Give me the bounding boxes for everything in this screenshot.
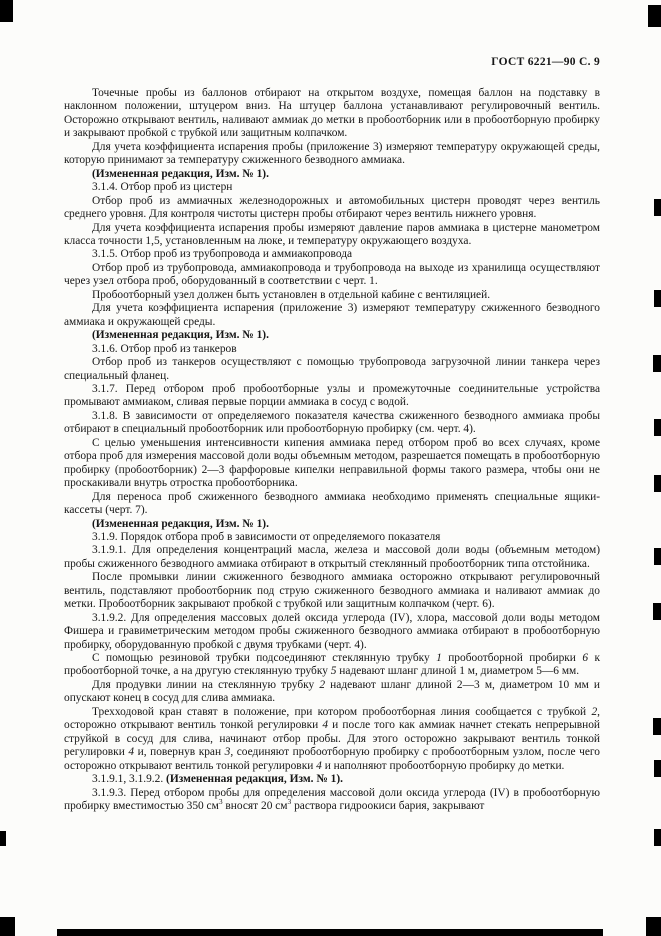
text-run: 3.1.5. Отбор проб из трубопровода и аммиакопровода bbox=[92, 248, 353, 261]
scan-artifact bbox=[0, 917, 15, 936]
paragraph bbox=[64, 410, 600, 437]
paragraph bbox=[64, 329, 600, 342]
text-run: 4 bbox=[322, 719, 329, 732]
paragraph bbox=[64, 544, 600, 571]
text-run: раствора гидроокиси бария, закрывают bbox=[291, 800, 485, 813]
text-run: пробоотборной пробирки bbox=[441, 652, 583, 665]
text-run: и после того как аммиак начнет стекать непрерывной струйкой в сосуд для слива, начинают отбор пробы. Для этого осторожно закрывают вентиль тонкой регулировки bbox=[64, 719, 601, 759]
scan-artifact bbox=[654, 475, 661, 492]
text-run: После промывки линии сжиженного безводного аммиака осторожно открывают регулировочный вентиль, подставляют пробоотборник под струю сжиженного безводного аммиака и наливают аммиак до метки. Пробоотборник закрывают пробкой с трубкой или защитным колпачком (черт. 6). bbox=[64, 571, 600, 611]
text-run: 3.1.8. В зависимости от определяемого показателя качества сжиженного безводного аммиака пробы отбирают в специальный пробоотборник или пробоотборную пробирку (см. черт. 4). bbox=[64, 409, 600, 436]
text-run: , осторожно открывают вентиль тонкой регулировки bbox=[64, 705, 600, 732]
text-run: 3.1.7. Перед отбором проб пробоотборные узлы и промежуточные соединительные устройства промывают аммиаком, сливая первые порции аммиака в сосуд с водой. bbox=[64, 382, 600, 409]
text-run: 6 bbox=[582, 652, 589, 665]
text-run: Для переноса проб сжиженного безводного аммиака необходимо применять специальные ящики-кассеты (черт. 7). bbox=[64, 490, 600, 517]
scan-artifact bbox=[653, 603, 661, 620]
scan-artifact bbox=[654, 290, 661, 307]
text-run: Для продувки линии на стеклянную трубку bbox=[92, 678, 320, 691]
paragraph bbox=[64, 343, 600, 356]
paragraph bbox=[64, 706, 600, 773]
text-run: 3.1.9.1, 3.1.9.2. bbox=[92, 773, 167, 786]
text-run: и наполняют пробоотборную пробирку до метки. bbox=[321, 759, 565, 772]
paragraph bbox=[64, 302, 600, 329]
text-run: Отбор проб из аммиачных железнодорожных и автомобильных цистерн проводят через вентиль среднего уровня. Для контроля чистоты цистерн пробы отбирают через вентиль нижнего уровня. bbox=[64, 194, 600, 221]
text-run: надевают шланг длиной 2—3 м, диаметром 10 мм и опускают конец в сосуд для слива аммиака. bbox=[64, 678, 600, 705]
text-run: С помощью резиновой трубки подсоединяют стеклянную трубку bbox=[92, 652, 437, 665]
text-run: , соединяют пробоотборную пробирку с пробоотборным узлом, после чего осторожно открывают вентиль тонкой регулировки bbox=[64, 746, 600, 772]
scan-artifact bbox=[0, 0, 13, 22]
paragraph bbox=[64, 195, 600, 222]
text-run: 3 bbox=[224, 746, 231, 759]
text-run: 3.1.9.2. Для определения массовых долей оксида углерода (IV), хлора, массовой доли воды методом Фишера и гравиметрическим методом пробы сжиженного безводного аммиака отбирают в пробоотборную пробирку, оборудованную пробкой с двумя трубками (черт. 4). bbox=[64, 611, 600, 651]
paragraph bbox=[64, 262, 600, 289]
text-run: 3 bbox=[218, 797, 223, 807]
paragraph bbox=[64, 248, 600, 261]
document-body bbox=[64, 87, 600, 813]
scan-artifact bbox=[0, 831, 6, 846]
paragraph bbox=[64, 168, 600, 181]
scan-artifact bbox=[654, 829, 661, 846]
text-run: Точечные пробы из баллонов отбирают на открытом воздухе, помещая баллон на подставку в наклонном положении, штуцером вниз. На штуцер баллона устанавливают регулировочный вентиль. Осторожно открывают вентиль, наливают аммиак до метки в пробоотборник или в пробоотборную пробирку и закрывают пробкой с трубкой или защитным колпачком. bbox=[64, 87, 600, 140]
paragraph bbox=[64, 571, 600, 611]
text-run: 3 bbox=[287, 797, 292, 807]
paragraph bbox=[64, 289, 600, 302]
page-header: ГОСТ 6221—90 С. 9 bbox=[491, 56, 600, 68]
paragraph bbox=[64, 222, 600, 249]
scan-artifact bbox=[57, 929, 603, 936]
paragraph bbox=[64, 679, 600, 706]
scan-artifact bbox=[654, 548, 661, 565]
text-run: Для учета коэффициента испарения (приложение 3) измеряют температуру сжиженного безводного аммиака и окружающей среды. bbox=[64, 302, 600, 328]
scan-artifact bbox=[654, 419, 661, 436]
text-run: Для учета коэффициента испарения пробы (приложение 3) измеряют температуру окружающей среды, которую принимают за температуру сжиженного безводного аммиака. bbox=[64, 140, 600, 167]
text-run: (Измененная редакция, Изм. № 1). bbox=[92, 517, 269, 530]
text-run: 3.1.9. Порядок отбора проб в зависимости от определяемого показателя bbox=[92, 530, 441, 543]
text-run: Отбор проб из трубопровода, аммиакопровода и трубопровода на выходе из хранилища осуществляют через узел отбора проб, оборудованный в соответствии с черт. 1. bbox=[64, 261, 600, 288]
text-run: и, повернув кран bbox=[134, 746, 225, 759]
text-run: (Измененная редакция, Изм. № 1). bbox=[166, 773, 343, 786]
paragraph bbox=[64, 787, 600, 814]
paragraph bbox=[64, 491, 600, 518]
text-run: 2 bbox=[319, 678, 326, 691]
text-run: 4 bbox=[128, 746, 135, 759]
scan-artifact bbox=[648, 5, 661, 27]
text-run: 4 bbox=[316, 759, 322, 772]
scan-artifact bbox=[653, 355, 661, 372]
paragraph bbox=[64, 773, 600, 786]
text-run: 2 bbox=[591, 705, 598, 718]
paragraph bbox=[64, 87, 600, 141]
text-run: Трехходовой кран ставят в положение, при котором пробоотборная линия сообщается с трубкой bbox=[92, 705, 592, 718]
text-run: Отбор проб из танкеров осуществляют с помощью трубопровода загрузочной линии танкера через специальный фланец. bbox=[64, 356, 600, 382]
paragraph bbox=[64, 383, 600, 410]
paragraph bbox=[64, 652, 600, 679]
paragraph bbox=[64, 531, 600, 544]
text-run: 5 bbox=[330, 665, 337, 678]
text-run: Для учета коэффициента испарения пробы измеряют давление паров аммиака в цистерне манометром класса точности 1,5, установленным на люке, и температуру окружающего воздуха. bbox=[64, 221, 600, 247]
scan-artifact bbox=[654, 760, 661, 777]
text-run: надевают шланг длиной 1 м, диаметром 5—6 мм. bbox=[336, 665, 580, 678]
scan-artifact bbox=[646, 917, 661, 936]
paragraph bbox=[64, 181, 600, 194]
text-run: вносят 20 см bbox=[222, 800, 288, 813]
paragraph bbox=[64, 437, 600, 491]
text-run: 3.1.9.3. Перед отбором пробы для определения массовой доли оксида углерода (IV) в пробоотборную пробирку вместимостью 350 см bbox=[64, 786, 600, 813]
scan-artifact bbox=[654, 199, 661, 216]
paragraph bbox=[64, 518, 600, 531]
text-run: (Измененная редакция, Изм. № 1). bbox=[92, 167, 269, 180]
text-run: Пробоотборный узел должен быть установлен в отдельной кабине с вентиляцией. bbox=[92, 288, 491, 301]
text-run: С целью уменьшения интенсивности кипения аммиака перед отбором проб во всех случаях, кроме отбора проб для измерения массовой доли воды объемным методом, разрешается помещать в пробоотборную пробирку (пробоотборник) 2—3 фарфоровые кипелки неправильной формы такого размера, чтобы они не проскакивали внутрь отростка пробоотборника. bbox=[64, 436, 600, 490]
text-run: 3.1.6. Отбор проб из танкеров bbox=[92, 342, 237, 355]
text-run: (Измененная редакция, Изм. № 1). bbox=[92, 329, 269, 342]
text-run: 3.1.9.1. Для определения концентраций масла, железа и массовой доли воды (объемным методом) пробы сжиженного безводного аммиака отбирают в открытый стеклянный пробоотборник типа отстойника. bbox=[64, 544, 600, 570]
text-run: 1 bbox=[436, 652, 442, 665]
text-run: 3.1.4. Отбор проб из цистерн bbox=[92, 181, 233, 194]
scan-artifact bbox=[653, 718, 661, 735]
paragraph bbox=[64, 356, 600, 383]
paragraph bbox=[64, 141, 600, 168]
paragraph bbox=[64, 612, 600, 652]
text-run: к пробоотборной точке, а на другую стеклянную трубку bbox=[64, 652, 600, 678]
